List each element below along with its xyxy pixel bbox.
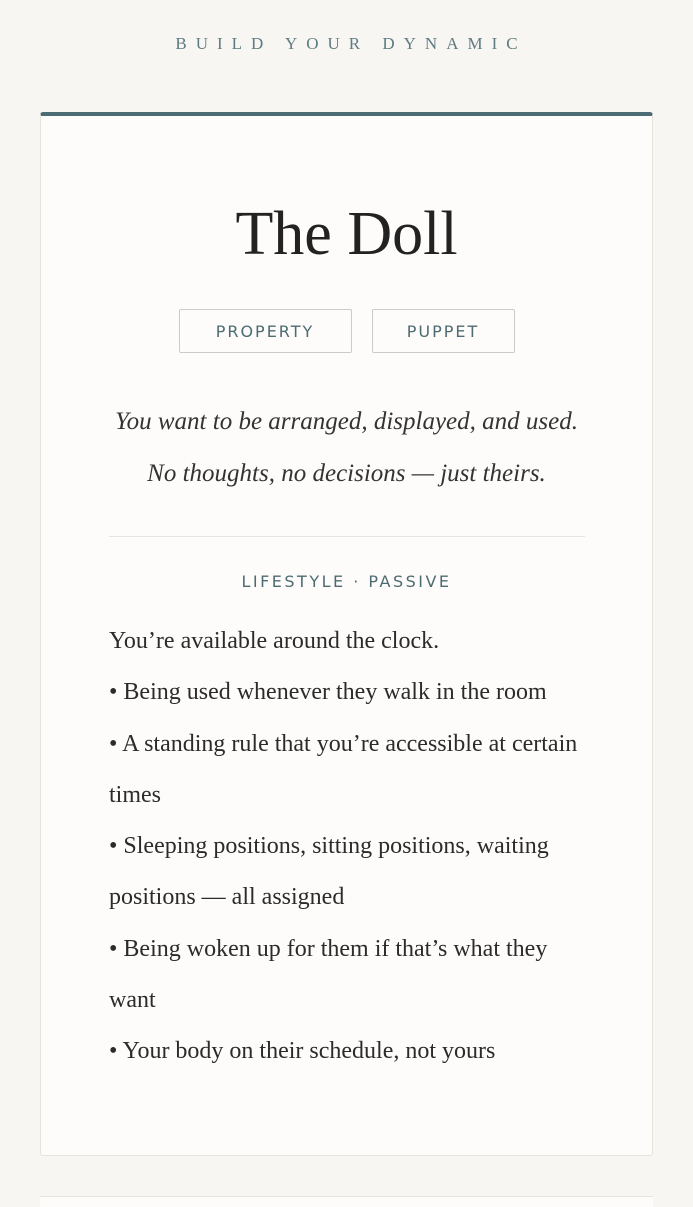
- intro-text: You’re available around the clock.: [109, 628, 440, 654]
- section-label: LIFESTYLE · PASSIVE: [241, 572, 452, 591]
- list-item: • Your body on their schedule, not yours: [109, 1038, 496, 1065]
- list-item: • A standing rule that you’re accessible at certain times: [109, 730, 578, 808]
- card-body: [109, 616, 599, 1078]
- list-item: • Being woken up for them if that’s what they want: [109, 935, 548, 1014]
- card-title: The Doll: [235, 200, 458, 268]
- list-item: • Being used whenever they walk in the room: [109, 679, 547, 706]
- tag-list: [41, 309, 652, 353]
- page-eyebrow: BUILD YOUR DYNAMIC: [175, 34, 527, 53]
- dynamic-card: [40, 112, 653, 1156]
- quote-line: You want to be arranged, displayed, and used.: [115, 408, 578, 435]
- tag-property[interactable]: PROPERTY: [179, 309, 352, 353]
- divider: [109, 536, 585, 537]
- tag-puppet[interactable]: PUPPET: [372, 309, 515, 353]
- list-item: • Sleeping positions, sitting positions, waiting positions — all assigned: [109, 833, 549, 911]
- card-quote: [41, 396, 652, 500]
- quote-line: No thoughts, no decisions — just theirs.: [147, 460, 546, 487]
- next-card-edge: [40, 1196, 653, 1207]
